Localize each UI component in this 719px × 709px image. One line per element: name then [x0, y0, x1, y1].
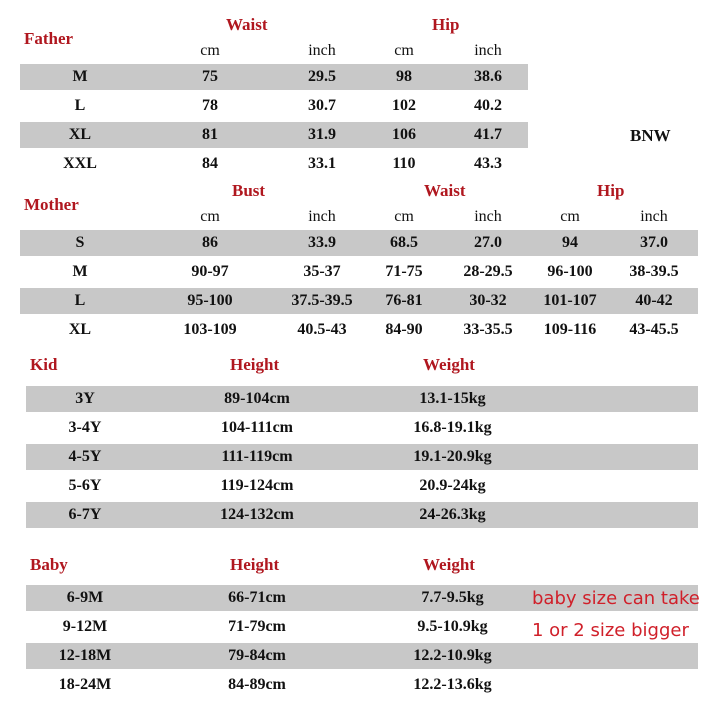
mother-size: M — [72, 263, 88, 280]
baby-weight-header: Weight — [423, 555, 475, 574]
brand-label: BNW — [630, 126, 671, 145]
mother-cell: 28-29.5 — [463, 263, 513, 280]
baby-weight: 7.7-9.5kg — [421, 589, 484, 606]
kid-size: 5-6Y — [68, 477, 102, 494]
mother-cell: 40.5-43 — [297, 321, 347, 338]
mother-bust-header: Bust — [232, 181, 266, 200]
baby-size: 12-18M — [58, 647, 112, 664]
baby-note-line2: 1 or 2 size bigger — [532, 620, 689, 641]
mother-cell: 71-75 — [385, 263, 423, 280]
mother-cell: 96-100 — [547, 263, 593, 280]
baby-weight: 12.2-10.9kg — [413, 647, 492, 664]
father-size: L — [74, 97, 86, 114]
baby-label: Baby — [30, 555, 68, 574]
mother-cell: 35-37 — [303, 263, 341, 280]
mother-cell: 27.0 — [474, 234, 502, 251]
father-unit-inch-1: inch — [308, 42, 336, 59]
father-cell: 75 — [202, 68, 218, 85]
father-cell: 40.2 — [474, 97, 502, 114]
kid-height: 104-111cm — [221, 419, 293, 436]
kid-size: 3Y — [75, 390, 95, 407]
mother-cell: 95-100 — [187, 292, 233, 309]
father-cell: 81 — [202, 126, 218, 143]
baby-height: 71-79cm — [228, 618, 286, 635]
father-cell: 38.6 — [474, 68, 502, 85]
mother-unit-inch-1: inch — [308, 208, 336, 225]
father-cell: 110 — [392, 155, 416, 172]
father-hip-header: Hip — [432, 15, 460, 34]
father-cell: 43.3 — [474, 155, 502, 172]
mother-cell: 38-39.5 — [629, 263, 679, 280]
mother-cell: 84-90 — [385, 321, 423, 338]
mother-label: Mother — [24, 195, 79, 214]
kid-weight-header: Weight — [423, 355, 475, 374]
baby-height: 66-71cm — [228, 589, 286, 606]
mother-cell: 37.5-39.5 — [291, 292, 353, 309]
father-cell: 30.7 — [308, 97, 336, 114]
baby-size: 6-9M — [66, 589, 104, 606]
kid-weight: 19.1-20.9kg — [413, 448, 492, 465]
mother-unit-inch-2: inch — [474, 208, 502, 225]
father-cell: 84 — [202, 155, 218, 172]
baby-height: 79-84cm — [228, 647, 286, 664]
mother-waist-header: Waist — [424, 181, 466, 200]
father-unit-inch-2: inch — [474, 42, 502, 59]
baby-weight: 9.5-10.9kg — [417, 618, 488, 635]
mother-cell: 68.5 — [390, 234, 418, 251]
kid-weight: 16.8-19.1kg — [413, 419, 492, 436]
father-unit-cm-2: cm — [394, 42, 414, 59]
kid-height-header: Height — [230, 355, 280, 374]
kid-size: 3-4Y — [68, 419, 102, 436]
baby-size: 18-24M — [58, 676, 112, 693]
mother-unit-cm-2: cm — [394, 208, 414, 225]
mother-cell: 37.0 — [640, 234, 668, 251]
father-size: XXL — [63, 155, 97, 172]
baby-note-line1: baby size can take — [532, 588, 700, 609]
mother-cell: 86 — [202, 234, 218, 251]
mother-unit-cm-1: cm — [200, 208, 220, 225]
father-size: XL — [68, 126, 92, 143]
mother-cell: 40-42 — [635, 292, 673, 309]
father-cell: 106 — [392, 126, 416, 143]
father-cell: 31.9 — [308, 126, 336, 143]
father-cell: 78 — [202, 97, 218, 114]
kid-height: 111-119cm — [221, 448, 293, 465]
mother-cell: 76-81 — [385, 292, 423, 309]
baby-height: 84-89cm — [228, 676, 286, 693]
father-waist-header: Waist — [226, 15, 268, 34]
baby-weight: 12.2-13.6kg — [413, 676, 492, 693]
kid-size: 4-5Y — [68, 448, 102, 465]
father-unit-cm-1: cm — [200, 42, 220, 59]
father-label: Father — [24, 29, 74, 48]
mother-unit-cm-3: cm — [560, 208, 580, 225]
father-cell: 41.7 — [474, 126, 502, 143]
mother-cell: 101-107 — [543, 292, 597, 309]
mother-cell: 33-35.5 — [463, 321, 513, 338]
mother-cell: 90-97 — [191, 263, 229, 280]
father-cell: 102 — [392, 97, 416, 114]
mother-cell: 30-32 — [469, 292, 507, 309]
kid-size: 6-7Y — [68, 506, 102, 523]
mother-size: L — [74, 292, 86, 309]
kid-height: 124-132cm — [220, 506, 294, 523]
mother-cell: 43-45.5 — [629, 321, 679, 338]
mother-hip-header: Hip — [597, 181, 625, 200]
baby-height-header: Height — [230, 555, 280, 574]
kid-weight: 24-26.3kg — [419, 506, 486, 523]
mother-size: S — [75, 234, 85, 251]
baby-size: 9-12M — [62, 618, 108, 635]
mother-size: XL — [68, 321, 92, 338]
kid-height: 89-104cm — [224, 390, 290, 407]
father-cell: 98 — [396, 68, 412, 85]
kid-weight: 20.9-24kg — [419, 477, 486, 494]
mother-cell: 33.9 — [308, 234, 336, 251]
father-size: M — [72, 68, 88, 85]
kid-weight: 13.1-15kg — [419, 390, 486, 407]
mother-cell: 103-109 — [183, 321, 237, 338]
mother-cell: 109-116 — [543, 321, 597, 338]
father-cell: 29.5 — [308, 68, 336, 85]
kid-height: 119-124cm — [220, 477, 294, 494]
kid-label: Kid — [30, 355, 58, 374]
father-cell: 33.1 — [308, 155, 336, 172]
mother-cell: 94 — [562, 234, 578, 251]
mother-unit-inch-3: inch — [640, 208, 668, 225]
